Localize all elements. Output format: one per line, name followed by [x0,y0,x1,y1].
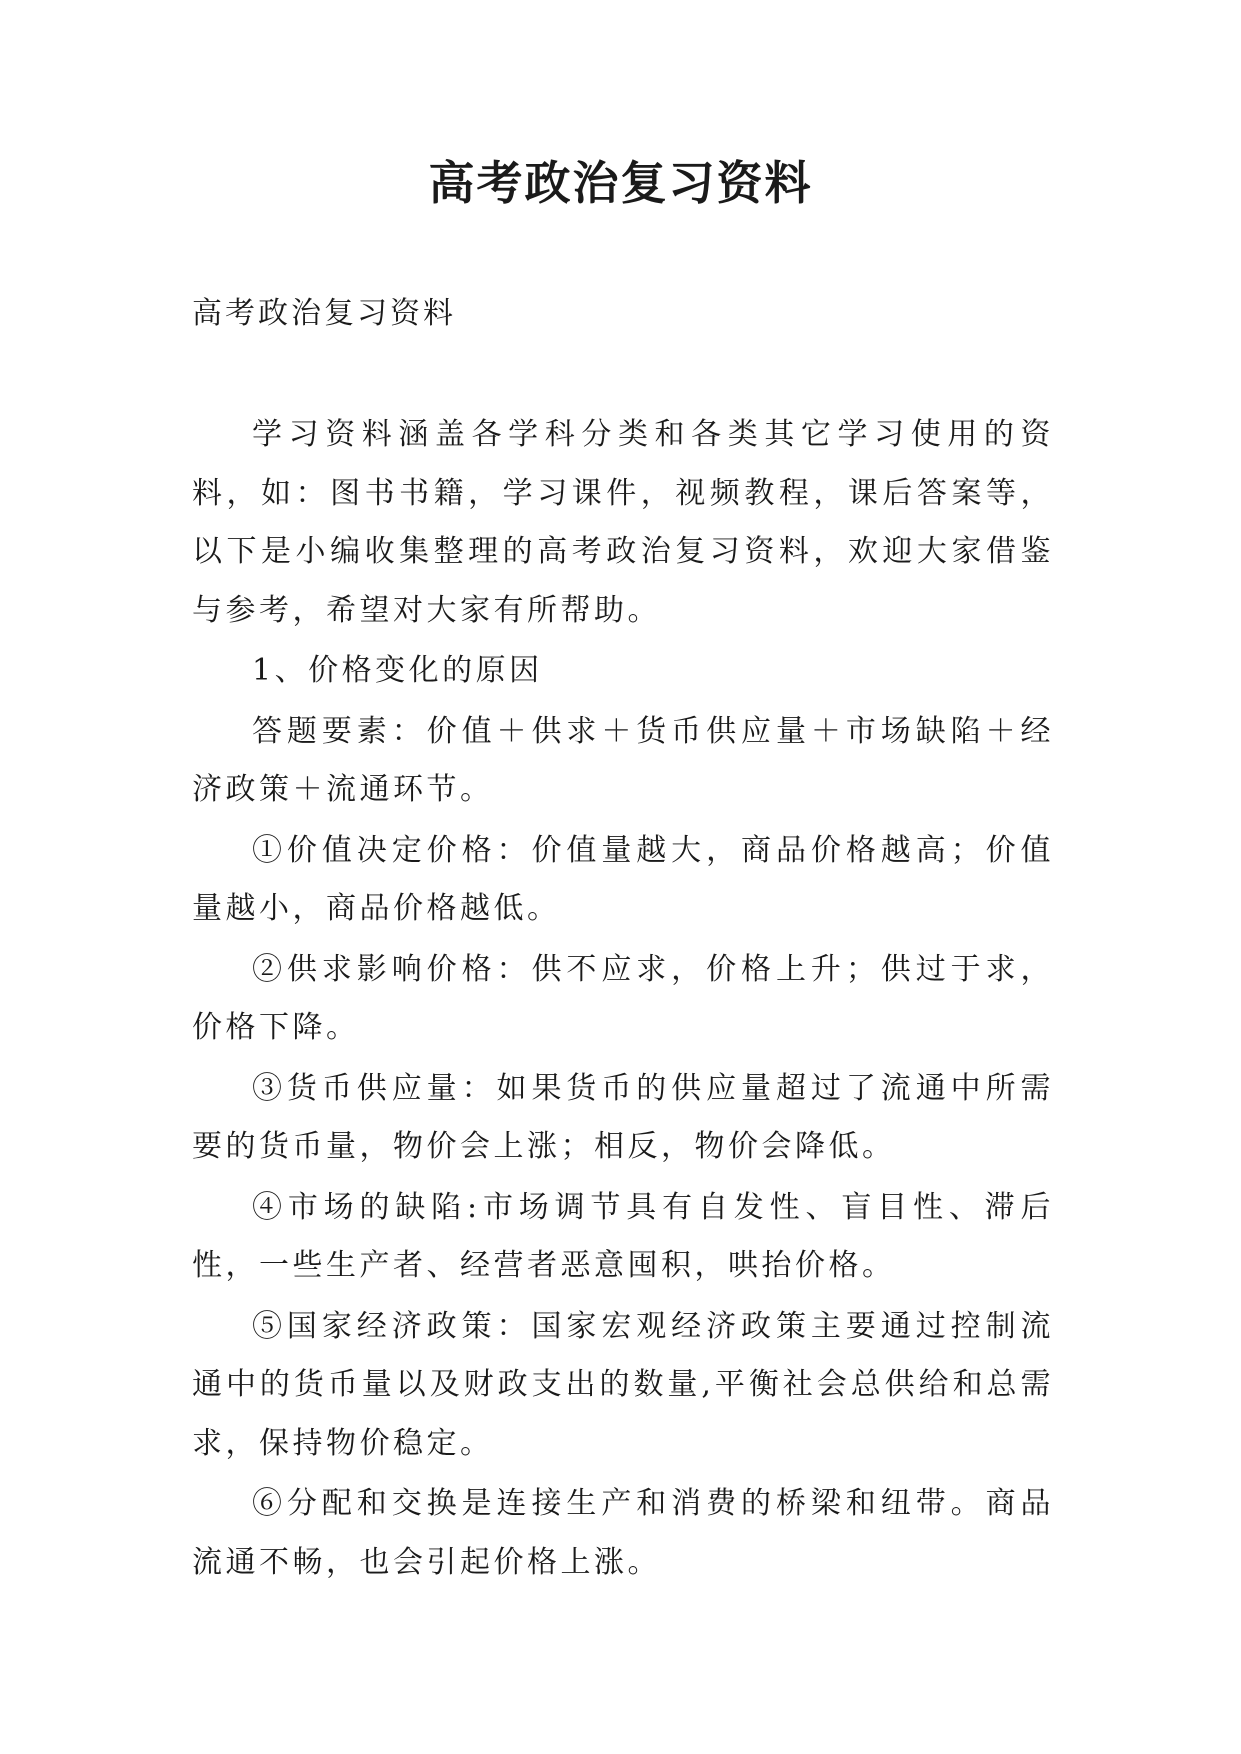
paragraph-point-4: ④市场的缺陷:市场调节具有自发性、盲目性、滞后性，一些生产者、经营者恶意囤积，哄抬价格。 [192,1189,1054,1283]
paragraph-answer-elements: 答题要素：价值＋供求＋货币供应量＋市场缺陷＋经济政策＋流通环节。 [192,713,1054,807]
paragraph-point-3: ③货币供应量：如果货币的供应量超过了流通中所需要的货币量，物价会上涨；相反，物价会降低。 [192,1070,1054,1164]
paragraph-point-1: ①价值决定价格：价值量越大，商品价格越高；价值量越小，商品价格越低。 [192,832,1054,926]
paragraph-intro: 学习资料涵盖各学科分类和各类其它学习使用的资料，如：图书书籍，学习课件，视频教程，课后答案等，以下是小编收集整理的高考政治复习资料，欢迎大家借鉴与参考，希望对大家有所帮助。 [192,417,1054,628]
section-heading: 1、价格变化的原因 [252,653,543,688]
paragraph-point-2: ②供求影响价格：供不应求，价格上升；供过于求，价格下降。 [192,951,1054,1045]
document-body [192,406,1054,1594]
paragraph-point-5: ⑤国家经济政策：国家宏观经济政策主要通过控制流通中的货币量以及财政支出的数量,平衡社会总供给和总需求，保持物价稳定。 [192,1308,1054,1461]
document-title: 高考政治复习资料 [428,156,813,210]
document-subtitle: 高考政治复习资料 [192,296,456,331]
paragraph-point-6: ⑥分配和交换是连接生产和消费的桥梁和纽带。商品流通不畅，也会引起价格上涨。 [192,1486,1054,1580]
